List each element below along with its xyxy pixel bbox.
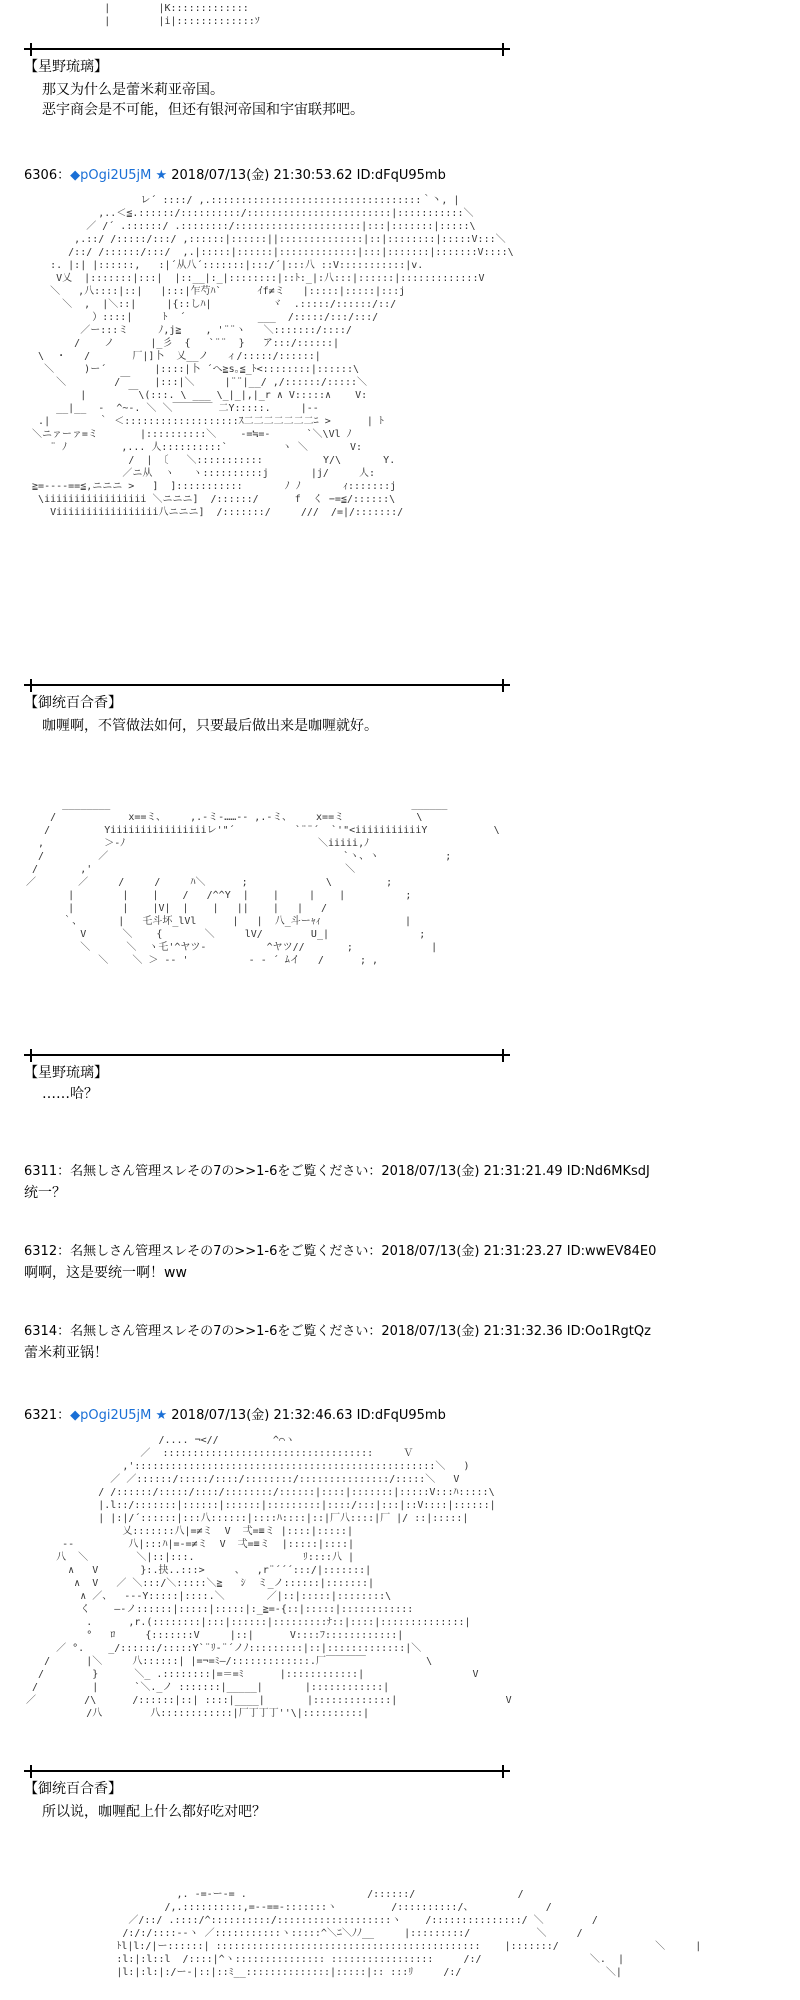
post-header (24, 1320, 651, 1339)
divider (24, 1770, 510, 1772)
divider (24, 684, 510, 686)
post-id[interactable]: ID:Oo1RgtQz (566, 1324, 651, 1339)
post-id[interactable]: ID:dFqU95mb (356, 1408, 446, 1423)
poster-name: 名無しさん管理スレその7の>>1-6をご覧ください (70, 1244, 369, 1259)
ascii-art-character: ,. -=‐ー-= . /::::::/ / /,.::::::::::,=-‐==-:::::::ヽ /::::::::::/、 / ／/::/ .::::/^::::::::::/:::::::::::::::::::ヽ /:::::::::::::::/ ＼ / /:/:/::::-‐ヽ ／:::::::::::ヽ:::::^＼ﾆ＼ﾉﾉ__ |:::::::::/ ＼ / ﾄl|l:/|ー::::::| :::::::::::::::::::::::::::::::::::::::::::: |:::::::/ ＼ | :l:|:l::l /::::|^ヽ::::::::::::::: ::::::::::::::::: /:/ ＼. | |l:|:l:|:/ー-|::|::ﾐ__::::::::::::::|:::::|:: :::ﾘ /:/ ＼| (116, 1889, 702, 1978)
speech-line: 恶宇商会是不可能，但还有银河帝国和宇宙联邦吧。 (42, 102, 364, 118)
post-header (24, 1240, 656, 1259)
ascii-art-character: レ´ ::::/ ,.:::::::::::::::::::::::::::::::::::｀丶, | ,..＜≦.::::::/::::::::::/::::::::::::::::::::::::|:::::::::::＼ ／ /´ .::::::/ .::::::::/:::::::::::::::::::::|:::|:::::::|:::::\ ,.::/ /:::::/:::/ ,::::::|::::::||::::::::::::::|::|::::::::|:::::V:::＼ /::/ /::::::/:::/ ,.|:::::|::::::|:::::::::::::|:::|:::::::|:::::::V::::\ :. |:| |::::::, :|´从八´:::::::|:::/´|:::八 ::V:::::::::::|v. V乂 |:::::::|:::| |::__|:_|::::::::|::ﾄ:_|:八:::|::::::|:::::::::::::V ＼ ,八::::|::| |:::|乍芍ﾊ` ｲf≠ミ |:::::|:::::|:::j ＼ , |＼::| |{::しﾊ| ヾ .:::::/::::::/::/ ）::::| ﾄ ´ ___ /:::::/:::/:::/ ／ー:::ミ ﾉ,j≧ , '¨¨ヽ ＼:::::::/::::/ / ノ |_彡 { `¨¨ } ア:::/::::::| \ ・ / 厂|]卜 乂__ノ ィ/:::::/::::::| ＼ )ー´ |::::|卜 ´へ≧s｡≦_ﾄ<::::::::|::::::\ ＼ /￣ |:::|＼ |¨¨|__/ ,/::::::/:::::＼ | ￣\(:::. \ ___ \_|_|,|_r ∧ V:::::∧ V: __|__ - ^~-. ＼ ＼￣￣￣￣ 二Y:::::. |-- .| ｀ ＜:::::::::::::::::::ｽ二二二二二二二ﾆ > | ﾄ ＼ニァーァ=ミ |::::::::::＼ -=≒=- `＼\Vl ﾉ ¨ ﾉ ,... 人::::::::::` ヽ ＼ V: / | 〔 ＼::::::::::: Y/\ Y. ／ニ从 ヽ ヽ::::::::::j |j/ 人: ≧=----==≦,ニニニ > ] ]::::::::::: ﾉ ﾉ ｨ:::::::j \iiiiiiiiiiiiiiiii ＼ニニニ] /::::::/ f く −=≦/::::::\ Viiiiiiiiiiiiiiiii八ニニニ] /:::::::/ /// /=|/:::::::/ (32, 195, 514, 518)
post-number[interactable]: 6311： (24, 1164, 71, 1179)
speech-line: 那又为什么是蕾米莉亚帝国。 (42, 82, 224, 98)
post-datetime: 2018/07/13(金) 21:32:46.63 (171, 1408, 353, 1423)
post-id[interactable]: ID:dFqU95mb (356, 168, 446, 183)
ascii-art-fragment-top: | |K::::::::::::: | |i|:::::::::::::ｿ (104, 3, 260, 27)
speech-line: 咖喱啊，不管做法如何，只要最后做出来是咖喱就好。 (42, 718, 378, 734)
poster-name: 名無しさん管理スレその7の>>1-6をご覧ください (70, 1324, 369, 1339)
post-header (24, 1404, 446, 1423)
post-datetime: ：2018/07/13(金) 21:31:32.36 (368, 1324, 563, 1339)
poster-name: 名無しさん管理スレその7の>>1-6をご覧ください (70, 1164, 369, 1179)
ascii-art-character: ________ ______ / x==ミ、 ,.-ミ-……‐- ,.-ミ、 x==ミ \ / Yiiiiiiiiiiiiiiiiレ'"´ `¨¨´ `'"<iiiiiiiiiiiY \ , ＞-ﾉ ＼iiiii,ﾉ / ／ `ヽ、ヽ ; / ,' ＼ ／ ／ / / ﾊ＼ ; \ ; | | | / /^^Y | | | | ; | | |V| | | || | | / ｀、 | 乇斗坏_lVl | | 八_斗ーｬｨ | V ＼ { ＼ lV/ U_| ; ＼ ＼ ヽ乇'^ヤツ- ^ヤツ// ; | ＼ ＼ ＞ -- ' ‐ - ´ ﾑイ / ; , (26, 799, 500, 966)
post-header (24, 1160, 650, 1179)
speaker-label: 【御统百合香】 (24, 695, 122, 711)
post-id[interactable]: ID:wwEV84E0 (566, 1244, 657, 1259)
ascii-art-character: /.... ¬<// ^⌒ヽ ／ ::::::::::::::::::::::::::::::::::: Ｖ ,'::::::::::::::::::::::::::::::::::::::::::::::::::＼ ) ／ ／::::::/:::::/::::/::::::::/:::::::::::::::/:::::＼ V / /::::::/:::::/::::/::::::::/::::::|::::|:::::::|:::::V:::ﾊ:::::\ |.l::/:::::::|::::::|::::::|:::::::::|::::/:::|:::|::V::::|::::::| | |:|/´::::::|:::八::::::|::::ﾊ::::|::|厂八::::|厂 |/ ::|:::::| 乂:::::::八|=≠ミ V 弌=≡ミ |::::|:::::| -- 八|:::ﾊ|=-=≠ミ V 弌=≡ミ |:::::|::::| 八 ＼ ＼|::|:::. ﾘ::::八 | ∧ V }:.抉..:::> 、 ,r¨´´´:::/|:::::::| ∧ V ／ ＼:::/＼:::::＼≧ ｼ ミ_ノ::::::|:::::::| ∧ ／、 --‐Y:::::|::::.＼ ／|::|:::::|::::::::\ く ―‐ノ::::::|:::::|:::::|:_≧=‐{::|:::::|:::::::::::: . ,r.(::::::::|:::|::::::|:::::::::ﾅ::|::::|::::::::::::::| ° ﾛ {:::::::V |::| V::::ﾌ::::::::::::| ／ °. _/::::::/:::::Y`¨ﾘ-¨´ノﾉ:::::::::|::|:::::::::::::|＼ / |＼ 八::::::| |=¬=ﾐ―/:::::::::::::.厂￣￣￣￣ \ / } ＼_ .::::::::|=＝=ﾐ |::::::::::::| V / | `＼._ノ :::::::|_____| |::::::::::::| ／ /\ /::::::|::| ::::|____| |:::::::::::::| V /八 八::::::::::::|厂丁丁丁''\|::::::::::| (26, 1435, 512, 1719)
post-datetime: ：2018/07/13(金) 21:31:23.27 (368, 1244, 563, 1259)
post-id[interactable]: ID:Nd6MKsdJ (566, 1164, 650, 1179)
poster-trip: ◆pOgi2U5jM ★ (70, 168, 168, 183)
post-number[interactable]: 6312： (24, 1244, 71, 1259)
post-body: 统一？ (24, 1185, 66, 1201)
post-datetime: ：2018/07/13(金) 21:31:21.49 (368, 1164, 563, 1179)
divider (24, 48, 510, 50)
speaker-label: 【星野琉璃】 (24, 1065, 108, 1081)
post-header (24, 164, 446, 183)
speaker-label: 【星野琉璃】 (24, 59, 108, 75)
post-number[interactable]: 6306： (24, 168, 71, 183)
speaker-label: 【御统百合香】 (24, 1781, 122, 1797)
post-datetime: 2018/07/13(金) 21:30:53.62 (171, 168, 353, 183)
divider (24, 1054, 510, 1056)
post-number[interactable]: 6314： (24, 1324, 71, 1339)
poster-trip: ◆pOgi2U5jM ★ (70, 1408, 168, 1423)
speech-line: 所以说，咖喱配上什么都好吃对吧？ (42, 1804, 266, 1820)
speech-line: ……哈？ (42, 1086, 98, 1102)
post-body: 啊啊，这是要统一啊！ww (24, 1265, 187, 1281)
post-body: 蕾米莉亚锅！ (24, 1345, 108, 1361)
post-number[interactable]: 6321： (24, 1408, 71, 1423)
